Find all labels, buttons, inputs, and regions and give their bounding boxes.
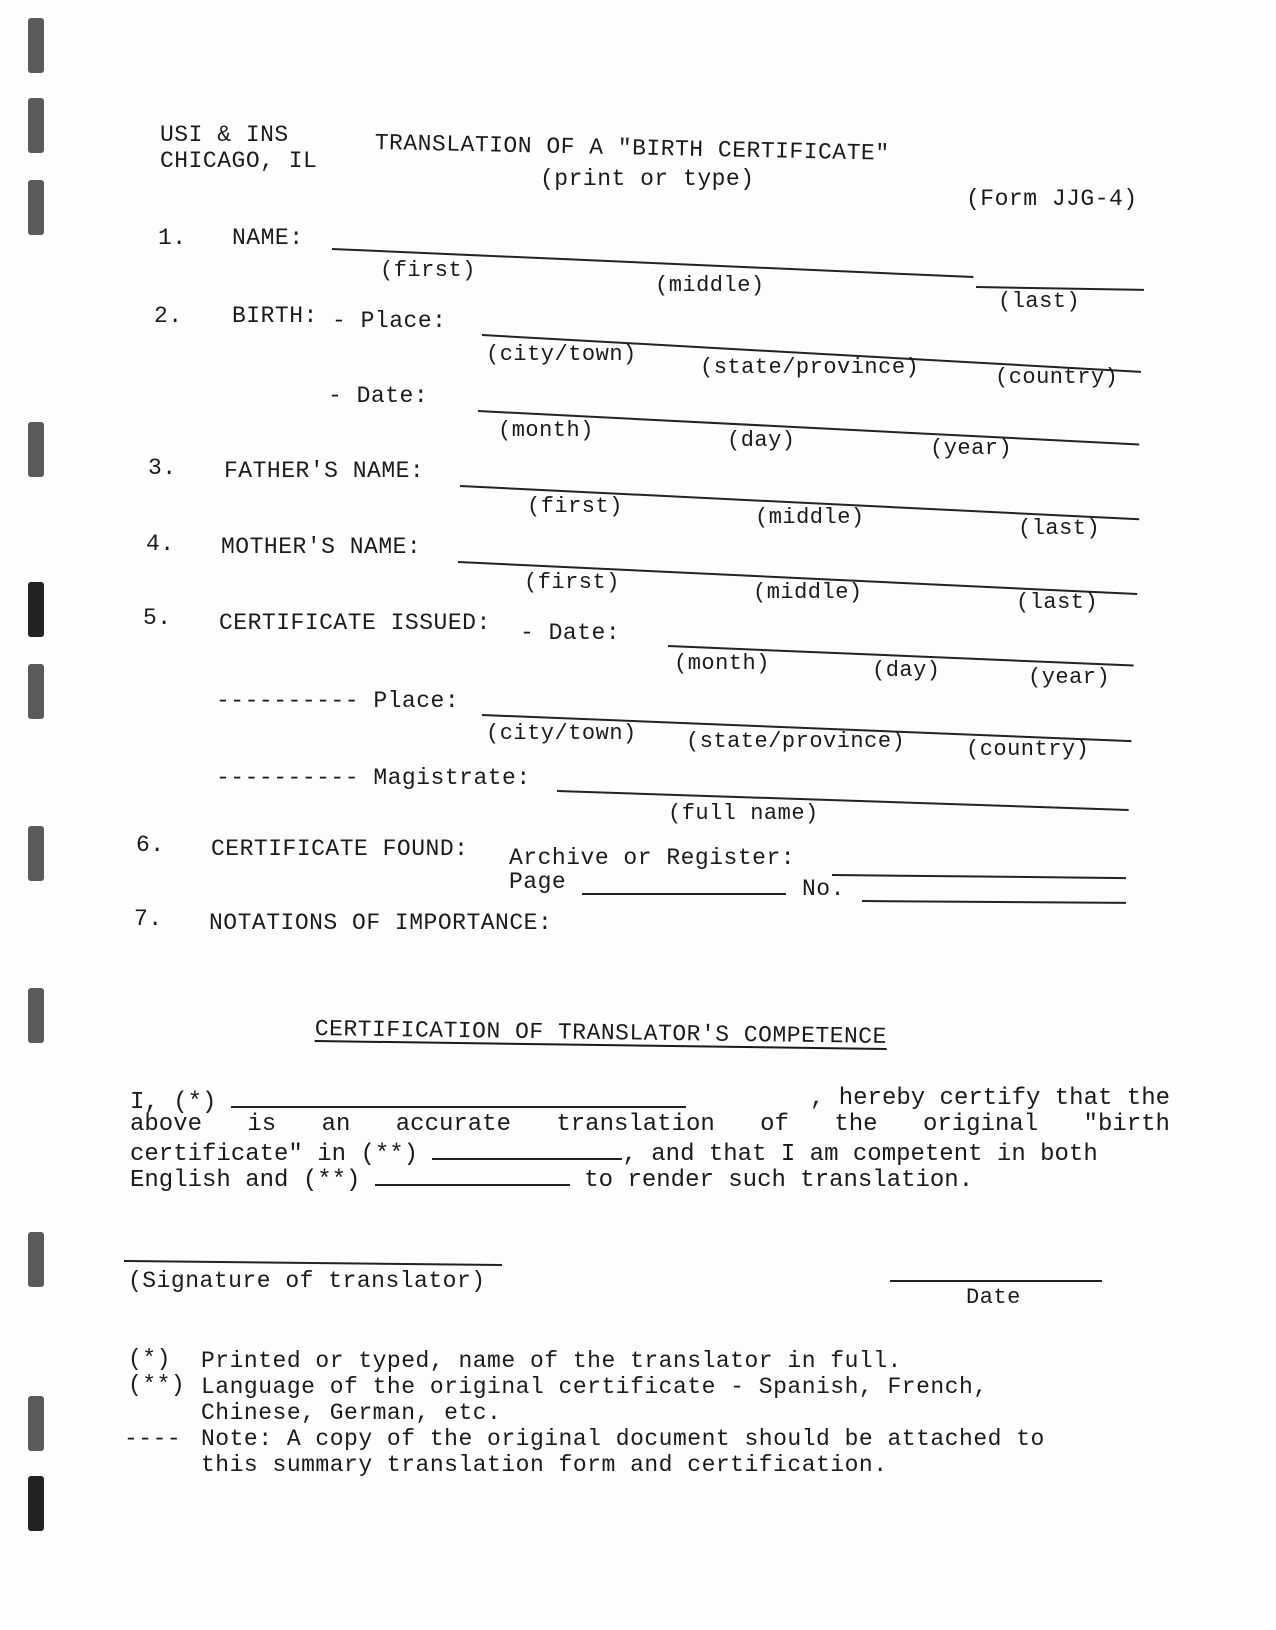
item-number: 4.: [146, 531, 175, 557]
office-line-2: CHICAGO, IL: [160, 148, 318, 174]
punch-hole: [28, 180, 44, 235]
second-language-blank[interactable]: [375, 1164, 570, 1186]
mother-name-label: MOTHER'S NAME:: [221, 534, 422, 560]
issued-magistrate-label: ---------- Magistrate:: [216, 765, 531, 791]
form-title: TRANSLATION OF A "BIRTH CERTIFICATE": [374, 130, 890, 167]
punch-hole: [28, 98, 44, 153]
birth-year-caption: (year): [930, 436, 1013, 461]
cert-line1-start: I, (*): [130, 1089, 217, 1116]
father-last-caption: (last): [1018, 516, 1101, 541]
punch-hole: [28, 826, 44, 881]
word: above: [130, 1111, 203, 1138]
translator-name-blank[interactable]: [231, 1086, 686, 1108]
footnote-2-text: Language of the original certificate - Spanish, French,: [201, 1374, 988, 1400]
archive-register-label: Archive or Register:: [509, 845, 796, 871]
mother-middle-caption: (middle): [753, 580, 863, 605]
issued-day-caption: (day): [872, 658, 941, 683]
date-line[interactable]: [890, 1280, 1102, 1282]
certification-heading: CERTIFICATION OF TRANSLATOR'S COMPETENCE: [314, 1016, 888, 1050]
issued-label: CERTIFICATE ISSUED:: [219, 610, 491, 636]
birth-month-caption: (month): [498, 418, 594, 443]
birth-country-caption: (country): [995, 365, 1119, 390]
issued-month-caption: (month): [674, 651, 770, 676]
footnote-1-text: Printed or typed, name of the translator in full.: [201, 1348, 902, 1374]
cert-line4-start: English and (**): [130, 1167, 361, 1194]
item-number: 2.: [154, 303, 183, 329]
note-text: Note: A copy of the original document should be attached to: [201, 1426, 1045, 1452]
issued-date-label: - Date:: [520, 620, 621, 646]
father-middle-caption: (middle): [755, 505, 865, 530]
signature-caption: (Signature of translator): [128, 1268, 486, 1294]
issued-country-caption: (country): [966, 737, 1090, 762]
item-number: 3.: [148, 455, 177, 481]
cert-line1-end: , hereby certify that the: [809, 1085, 1170, 1112]
note-mark: ----: [124, 1426, 182, 1452]
name-middle-caption: (middle): [655, 273, 765, 298]
father-name-label: FATHER'S NAME:: [224, 458, 425, 484]
issued-place-label: ---------- Place:: [216, 688, 460, 714]
cert-line3-start: certificate" in (**): [130, 1141, 419, 1168]
page-field-line[interactable]: [582, 893, 786, 895]
mother-last-caption: (last): [1016, 590, 1099, 615]
issued-year-caption: (year): [1028, 665, 1111, 690]
footnote-mark: (**): [128, 1372, 186, 1398]
archive-register-field-line[interactable]: [832, 874, 1126, 879]
birth-date-label: - Date:: [328, 383, 429, 409]
mother-first-caption: (first): [524, 570, 620, 595]
office-line-1: USI & INS: [160, 122, 289, 148]
note-continued: this summary translation form and certification.: [201, 1452, 888, 1478]
punch-hole: [28, 1232, 44, 1287]
punch-hole: [28, 988, 44, 1043]
cert-line3-end: , and that I am competent in both: [622, 1141, 1098, 1168]
punch-hole: [28, 18, 44, 73]
cert-line2: [130, 1112, 1170, 1138]
name-label: NAME:: [232, 225, 304, 251]
form-subtitle: (print or type): [540, 166, 755, 192]
word: of: [760, 1111, 789, 1138]
birth-label: BIRTH:: [232, 303, 318, 329]
punch-hole: [28, 422, 44, 477]
word: accurate: [395, 1111, 511, 1138]
item-number: 7.: [134, 906, 163, 932]
word: original: [922, 1111, 1039, 1138]
form-id: (Form JJG-4): [966, 186, 1138, 212]
name-first-caption: (first): [380, 258, 476, 283]
name-last-caption: (last): [998, 289, 1081, 314]
punch-hole: [28, 582, 44, 637]
birth-place-label: - Place:: [332, 308, 447, 334]
item-number: 5.: [143, 605, 172, 631]
magistrate-field-line[interactable]: [557, 790, 1129, 811]
magistrate-full-name-caption: (full name): [668, 801, 819, 826]
item-number: 1.: [158, 225, 187, 251]
birth-state-caption: (state/province): [700, 355, 920, 380]
issued-city-caption: (city/town): [486, 721, 637, 746]
certification-paragraph: [130, 1085, 1170, 1194]
word: is: [247, 1111, 277, 1138]
original-language-blank[interactable]: [432, 1138, 622, 1160]
punch-hole: [28, 1476, 44, 1531]
punch-hole: [28, 1396, 44, 1451]
birth-day-caption: (day): [727, 428, 796, 453]
footnote-2-continued: Chinese, German, etc.: [201, 1400, 502, 1426]
signature-line[interactable]: [124, 1260, 502, 1266]
word: the: [834, 1111, 878, 1138]
issued-state-caption: (state/province): [686, 729, 906, 754]
punch-hole: [28, 664, 44, 719]
word: an: [321, 1111, 351, 1138]
word: "birth: [1083, 1111, 1170, 1138]
number-field-line[interactable]: [862, 900, 1126, 904]
footnote-mark: (*): [128, 1346, 171, 1372]
found-label: CERTIFICATE FOUND:: [211, 836, 469, 862]
notations-label: NOTATIONS OF IMPORTANCE:: [209, 910, 553, 936]
date-caption: Date: [966, 1285, 1021, 1310]
birth-city-caption: (city/town): [486, 342, 637, 367]
father-first-caption: (first): [527, 494, 623, 519]
word: translation: [556, 1111, 715, 1138]
item-number: 6.: [136, 832, 165, 858]
cert-line4-end: to render such translation.: [584, 1167, 974, 1194]
page-label: Page: [509, 869, 567, 895]
number-label: No.: [802, 876, 845, 902]
